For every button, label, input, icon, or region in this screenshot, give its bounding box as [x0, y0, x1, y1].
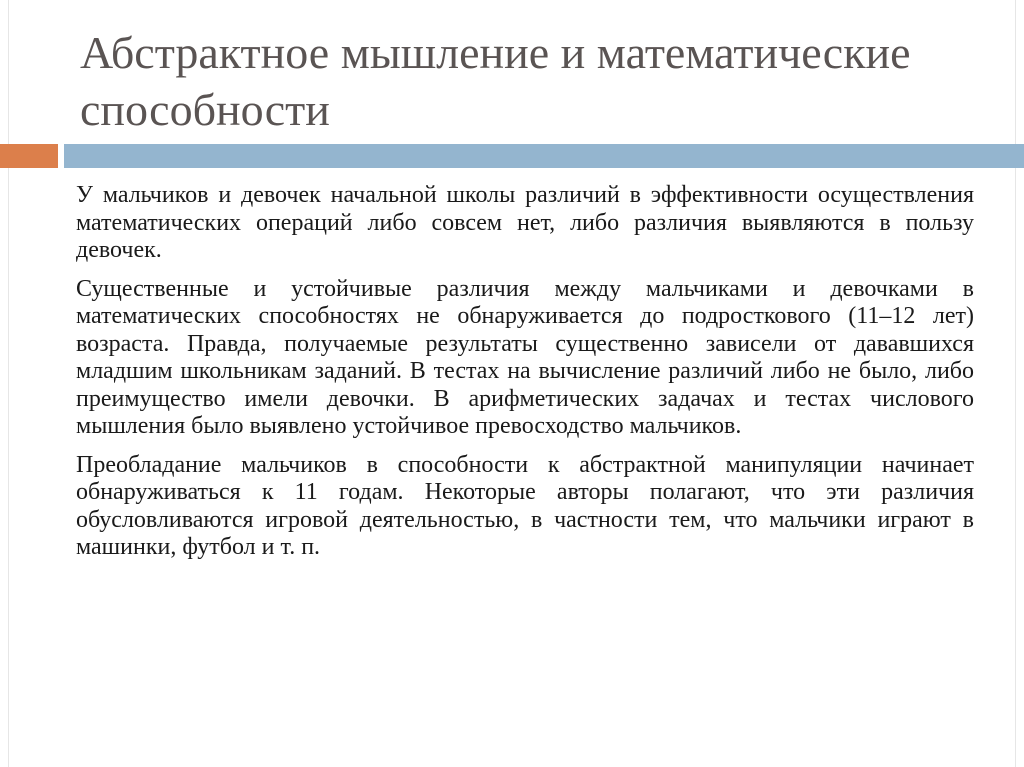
slide-title: Абстрактное мышление и математические способности	[80, 27, 911, 135]
slide-body	[76, 182, 974, 573]
slide-frame-left-line	[8, 0, 9, 767]
paragraph-2: Существенные и устойчивые различия между мальчиками и девочками в математических способностях не обнаруживается до подросткового (11–12 лет) возраста. Правда, получаемые результаты существенно зависели от дававшихся младшим школьникам заданий. В тестах на вычисление различий либо не было, либо преимущество имели девочки. В арифметических задачах и тестах числового мышления было выявлено устойчивое превосходство мальчиков.	[76, 275, 974, 439]
accent-bar-orange	[0, 144, 58, 168]
slide-frame-right-line	[1015, 0, 1016, 767]
accent-bar-blue	[64, 144, 1024, 168]
paragraph-1: У мальчиков и девочек начальной школы различий в эффективности осуществления математических операций либо совсем нет, либо различия выявляются в пользу девочек.	[76, 182, 974, 263]
paragraph-3: Преобладание мальчиков в способности к абстрактной манипуляции начинает обнаруживаться к 11 годам. Некоторые авторы полагают, что эти различия обусловливаются игровой деятельностью, в частности тем, что мальчики играют в машинки, футбол и т. п.	[76, 451, 974, 560]
